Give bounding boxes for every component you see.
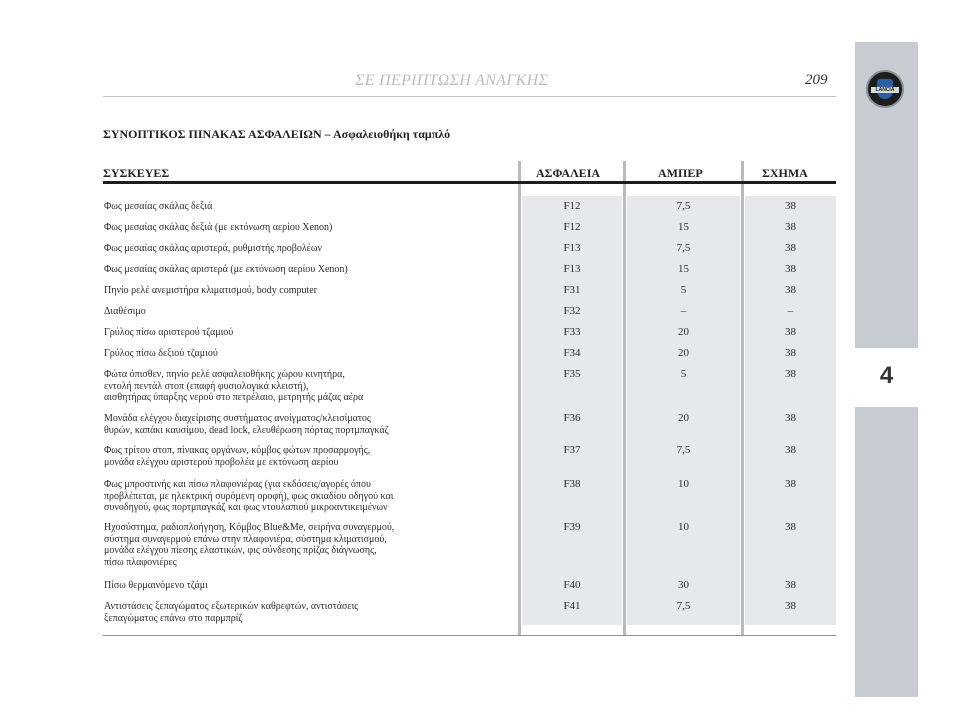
column-separator bbox=[741, 161, 744, 635]
row-fuse: F41 bbox=[563, 600, 581, 612]
row-device: Φως μεσαίας σκάλας δεξιά bbox=[104, 201, 213, 212]
row-device: Διαθέσιμο bbox=[104, 306, 146, 317]
row-diagram: 38 bbox=[785, 412, 796, 424]
row-fuse: F33 bbox=[563, 326, 581, 338]
row-device: Ηχοσύστημα, ραδιοπλοήγηση, Κόμβος Blue&Me, σειρήνα συναγερμού, σύστημα συναγερμού επάνω στην πλαφονιέρα, σύστημα κλιματισμού, μονάδα ελέγχου πίεσης ελαστικών, φις σύνδεσης πρίζας διάγνωσης, πίσω πλαφονιέρες bbox=[104, 522, 395, 568]
logo-wordmark: LANCIA bbox=[871, 87, 899, 93]
row-fuse: F12 bbox=[563, 221, 581, 233]
row-diagram: 38 bbox=[785, 600, 796, 612]
amps-column-bg bbox=[627, 196, 740, 625]
row-device: Φως μεσαίας σκάλας αριστερά (με εκτόνωση αερίου Xenon) bbox=[104, 264, 348, 275]
row-diagram: – bbox=[787, 305, 794, 317]
row-amps: 15 bbox=[678, 221, 689, 233]
row-device: Πηνίο ρελέ ανεμιστήρα κλιματισμού, body computer bbox=[104, 285, 318, 296]
row-diagram: 38 bbox=[785, 263, 796, 275]
section-header: ΣΕ ΠΕΡΙΠΤΩΣΗ ΑΝΑΓΚΗΣ bbox=[355, 72, 549, 89]
row-fuse: F36 bbox=[563, 412, 581, 424]
row-fuse: F13 bbox=[563, 242, 581, 254]
row-amps: 7,5 bbox=[676, 200, 691, 212]
header-rule bbox=[103, 96, 836, 97]
row-diagram: 38 bbox=[785, 200, 796, 212]
page-title: ΣΥΝΟΠΤΙΚΟΣ ΠΙΝΑΚΑΣ ΑΣΦΑΛΕΙΩΝ – Ασφαλειοθήκη ταμπλό bbox=[103, 127, 451, 141]
row-diagram: 38 bbox=[785, 478, 796, 490]
row-amps: 30 bbox=[678, 579, 689, 591]
row-device: Φως μπροστινής και πίσω πλαφονιέρας (για εκδόσεις/αγορές όπου προβλέπεται, με ηλεκτρική συρόμενη οροφή), φως σκιαδίου οδηγού και συνοδηγού, φως πορτμπαγκάζ και φως ντουλαπιού μικροαντικειμένων bbox=[104, 479, 394, 513]
row-fuse: F13 bbox=[563, 263, 581, 275]
row-fuse: F12 bbox=[563, 200, 581, 212]
row-diagram: 38 bbox=[785, 242, 796, 254]
row-diagram: 38 bbox=[785, 444, 796, 456]
chapter-tab[interactable] bbox=[855, 348, 918, 407]
row-amps: 7,5 bbox=[676, 242, 691, 254]
row-fuse: F32 bbox=[563, 305, 581, 317]
column-header-amps: ΑΜΠΕΡ bbox=[658, 166, 703, 180]
table-bottom-rule bbox=[103, 635, 836, 636]
row-amps: 20 bbox=[678, 412, 689, 424]
row-diagram: 38 bbox=[785, 221, 796, 233]
row-fuse: F31 bbox=[563, 284, 581, 296]
diagram-column-bg bbox=[745, 196, 836, 625]
row-device: Φως τρίτου στοπ, πίνακας οργάνων, κόμβος φώτων προσαρμογής, μονάδα ελέγχου αριστερού προβολέα με εκτόνωση αερίου bbox=[104, 445, 371, 468]
column-header-diagram: ΣΧΗΜΑ bbox=[762, 166, 808, 180]
row-amps: 5 bbox=[680, 368, 687, 380]
row-device: Φώτα όπισθεν, πηνίο ρελέ ασφαλειοθήκης χώρου κινητήρα, εντολή πεντάλ στοπ (επαφή φυσιολογικά κλειστή), αισθητήρας ύπαρξης νερού στο πετρέλαιο, μετρητής μάζας αέρα bbox=[104, 369, 364, 403]
row-device: Γρύλος πίσω αριστερού τζαμιού bbox=[104, 327, 234, 338]
row-diagram: 38 bbox=[785, 521, 796, 533]
row-amps: – bbox=[680, 305, 687, 317]
row-amps: 7,5 bbox=[676, 600, 691, 612]
row-amps: 20 bbox=[678, 347, 689, 359]
row-fuse: F35 bbox=[563, 368, 581, 380]
chapter-sidebar bbox=[855, 42, 918, 697]
column-separator bbox=[623, 161, 626, 635]
row-device: Μονάδα ελέγχου διαχείρισης συστήματος ανοίγματος/κλεισίματος θυρών, καπάκι καυσίμου, dead lock, ελευθέρωση πόρτας πορτμπαγκάζ bbox=[104, 413, 389, 436]
row-fuse: F39 bbox=[563, 521, 581, 533]
row-fuse: F40 bbox=[563, 579, 581, 591]
header-thick-rule bbox=[103, 181, 836, 184]
row-device: Φως μεσαίας σκάλας δεξιά (με εκτόνωση αερίου Xenon) bbox=[104, 222, 333, 233]
row-amps: 7,5 bbox=[676, 444, 691, 456]
lancia-logo-icon bbox=[866, 70, 904, 108]
column-separator bbox=[518, 161, 521, 635]
row-diagram: 38 bbox=[785, 347, 796, 359]
row-amps: 5 bbox=[680, 284, 687, 296]
fuse-column-bg bbox=[522, 196, 622, 625]
row-device: Αντιστάσεις ξεπαγώματος εξωτερικών καθρεφτών, αντιστάσεις ξεπαγώματος επάνω στο παρμπρίζ bbox=[104, 601, 359, 624]
row-diagram: 38 bbox=[785, 368, 796, 380]
row-amps: 15 bbox=[678, 263, 689, 275]
column-header-devices: ΣΥΣΚΕΥΕΣ bbox=[103, 166, 170, 180]
row-fuse: F34 bbox=[563, 347, 581, 359]
row-device: Πίσω θερμαινόμενο τζάμι bbox=[104, 580, 208, 591]
column-header-fuse: ΑΣΦΑΛΕΙΑ bbox=[536, 166, 601, 180]
row-diagram: 38 bbox=[785, 284, 796, 296]
row-fuse: F37 bbox=[563, 444, 581, 456]
row-fuse: F38 bbox=[563, 478, 581, 490]
page-number: 209 bbox=[805, 72, 828, 88]
row-diagram: 38 bbox=[785, 326, 796, 338]
row-amps: 10 bbox=[678, 478, 689, 490]
row-amps: 10 bbox=[678, 521, 689, 533]
row-diagram: 38 bbox=[785, 579, 796, 591]
row-amps: 20 bbox=[678, 326, 689, 338]
row-device: Γρύλος πίσω δεξιού τζαμιού bbox=[104, 348, 218, 359]
row-device: Φως μεσαίας σκάλας αριστερά, ρυθμιστής προβολέων bbox=[104, 243, 322, 254]
chapter-number: 4 bbox=[879, 362, 894, 389]
